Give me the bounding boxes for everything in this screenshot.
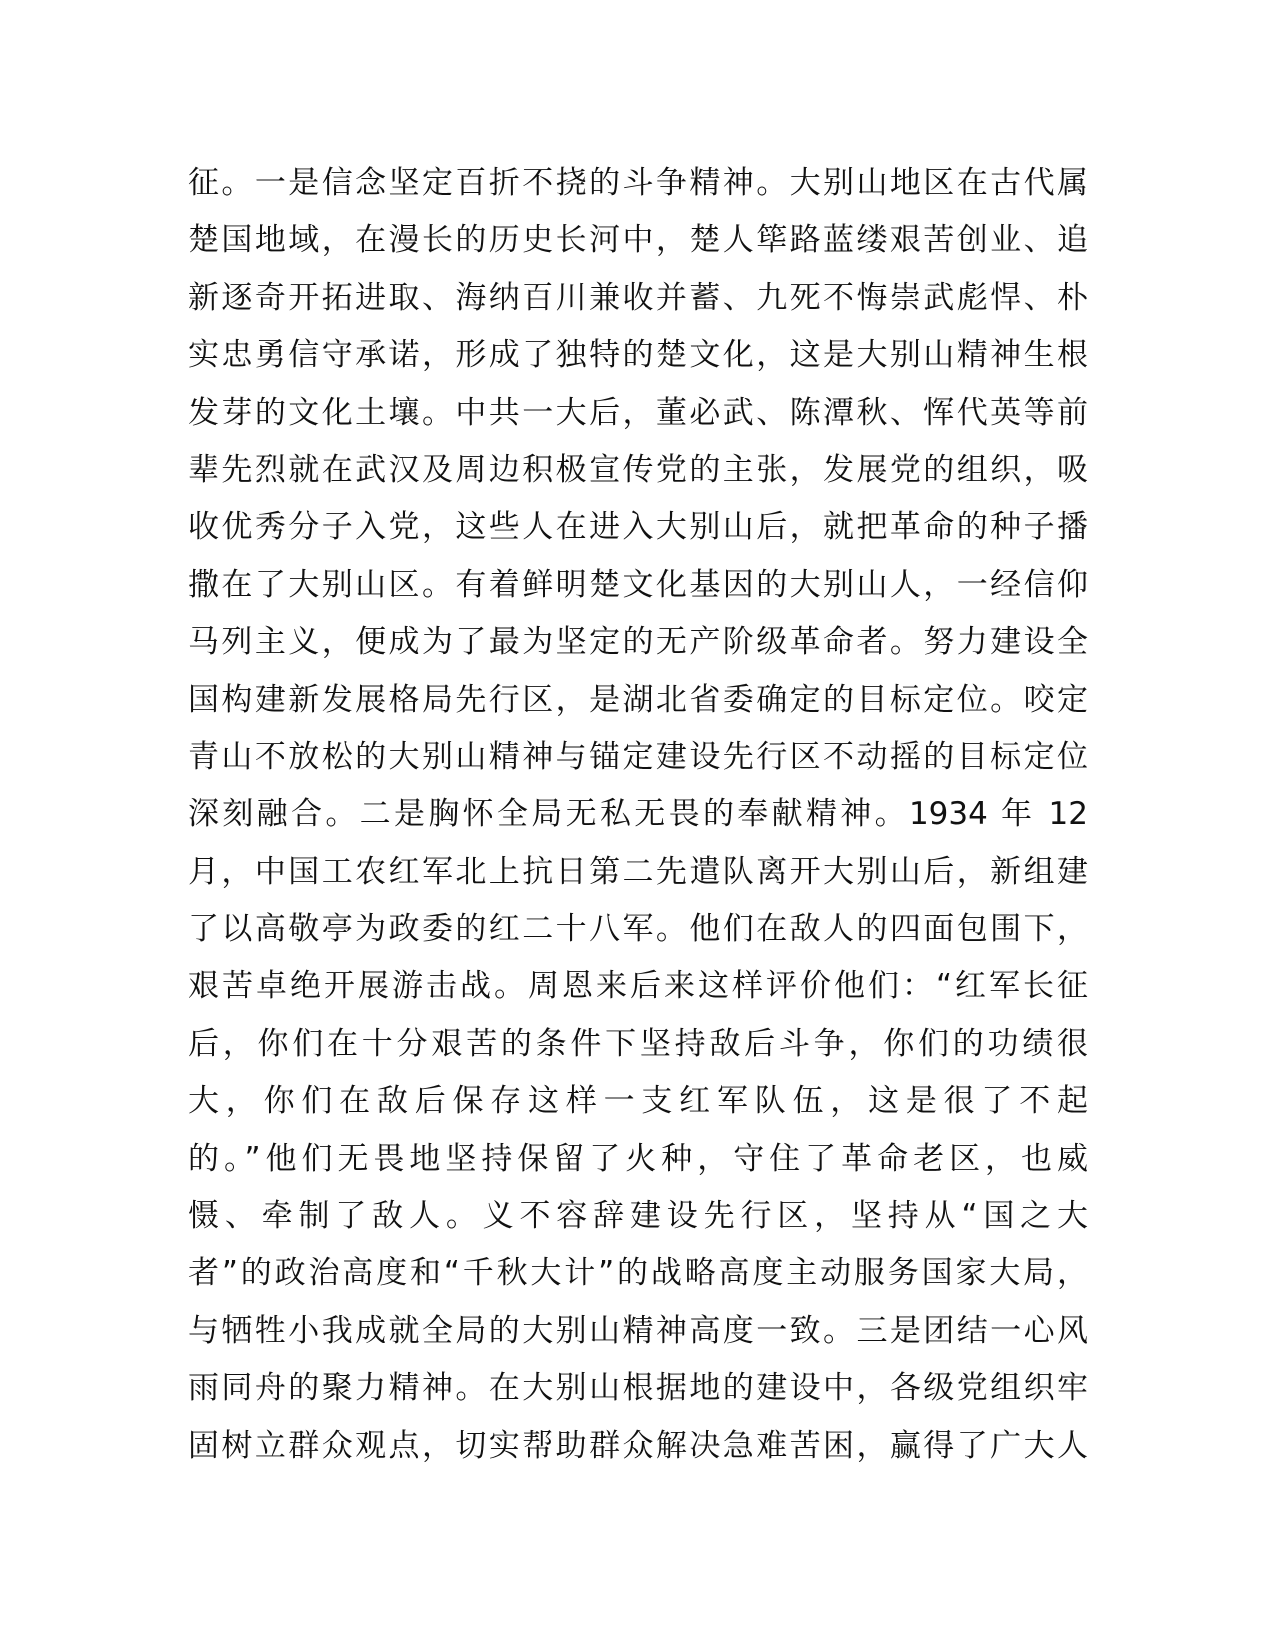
body-text xyxy=(188,155,1088,1475)
text-line: 青山不放松的大别山精神与锚定建设先行区不动摇的目标定位 xyxy=(188,738,1088,775)
text-line: 月，中国工农红军北上抗日第二先遣队离开大别山后，新组建 xyxy=(188,853,1088,890)
text-line: 慑、牵制了敌人。义不容辞建设先行区，坚持从“国之大 xyxy=(188,1198,1088,1235)
text-line: 的。”他们无畏地坚持保留了火种，守住了革命老区，也威 xyxy=(188,1140,1088,1177)
text-line: 撒在了大别山区。有着鲜明楚文化基因的大别山人，一经信仰 xyxy=(188,566,1088,603)
text-line: 了以高敬亭为政委的红二十八军。他们在敌人的四面包围下， xyxy=(188,911,1088,948)
text-line: 艰苦卓绝开展游击战。周恩来后来这样评价他们：“红军长征 xyxy=(188,968,1088,1005)
text-line: 实忠勇信守承诺，形成了独特的楚文化，这是大别山精神生根 xyxy=(188,337,1088,374)
text-line: 后，你们在十分艰苦的条件下坚持敌后斗争，你们的功绩很 xyxy=(188,1025,1088,1062)
text-line: 者”的政治高度和“千秋大计”的战略高度主动服务国家大局， xyxy=(188,1255,1088,1292)
text-line: 深刻融合。二是胸怀全局无私无畏的奉献精神。1934 年 12 xyxy=(188,796,1088,833)
text-line: 新逐奇开拓进取、海纳百川兼收并蓄、九死不悔崇武彪悍、朴 xyxy=(188,279,1088,316)
text-line: 大，你们在敌后保存这样一支红军队伍，这是很了不起 xyxy=(188,1083,1088,1120)
text-line: 马列主义，便成为了最为坚定的无产阶级革命者。努力建设全 xyxy=(188,624,1088,661)
text-line: 发芽的文化土壤。中共一大后，董必武、陈潭秋、恽代英等前 xyxy=(188,394,1088,431)
text-line: 征。一是信念坚定百折不挠的斗争精神。大别山地区在古代属 xyxy=(188,165,1088,201)
text-line: 楚国地域，在漫长的历史长河中，楚人筚路蓝缕艰苦创业、追 xyxy=(188,222,1088,259)
text-line: 与牺牲小我成就全局的大别山精神高度一致。三是团结一心风 xyxy=(188,1312,1088,1349)
text-line: 国构建新发展格局先行区，是湖北省委确定的目标定位。咬定 xyxy=(188,681,1088,718)
text-line: 收优秀分子入党，这些人在进入大别山后，就把革命的种子播 xyxy=(188,509,1088,546)
text-line: 固树立群众观点，切实帮助群众解决急难苦困，赢得了广大人 xyxy=(188,1427,1088,1464)
text-line: 辈先烈就在武汉及周边积极宣传党的主张，发展党的组织，吸 xyxy=(188,451,1088,488)
text-line: 雨同舟的聚力精神。在大别山根据地的建设中，各级党组织牢 xyxy=(188,1370,1088,1407)
